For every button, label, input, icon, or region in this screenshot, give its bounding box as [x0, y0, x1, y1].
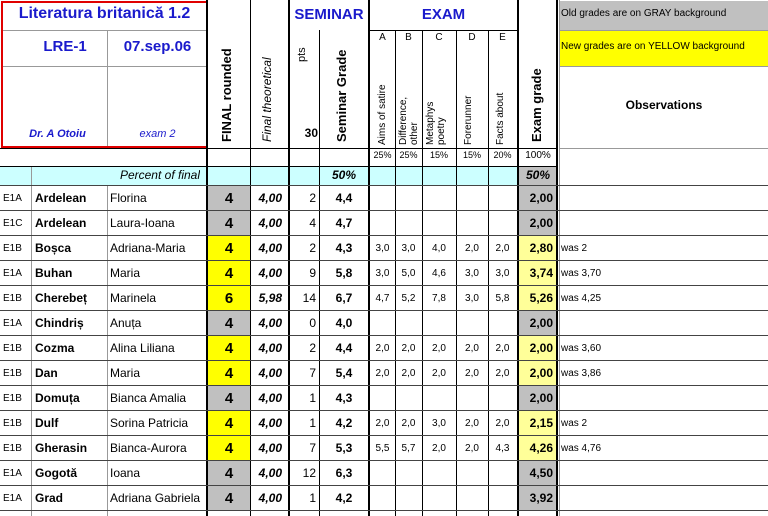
- group-cell[interactable]: E1A: [3, 318, 22, 329]
- final-theoretical-cell[interactable]: 4,00: [258, 191, 282, 205]
- exam-grade-cell[interactable]: 2,00: [518, 386, 556, 411]
- exam-col-weight[interactable]: 25%: [373, 150, 392, 160]
- exam-label[interactable]: exam 2: [139, 128, 176, 140]
- exam-score-cell[interactable]: [395, 311, 422, 336]
- firstname-cell[interactable]: Adriana Gabriela: [110, 491, 201, 505]
- exam-col-weight[interactable]: 20%: [493, 150, 512, 160]
- final-rounded-cell[interactable]: 4: [208, 261, 250, 286]
- exam-score-cell[interactable]: 4,6: [432, 268, 446, 279]
- surname-cell[interactable]: Gherasin: [35, 441, 88, 455]
- group-cell[interactable]: E1B: [3, 368, 22, 379]
- exam-score-cell[interactable]: 3,0: [375, 268, 390, 279]
- exam-score-cell[interactable]: 3,0: [401, 243, 416, 254]
- exam-score-cell[interactable]: [488, 386, 517, 411]
- exam-col-letter[interactable]: E: [499, 32, 506, 43]
- observation-cell[interactable]: was 3,60: [561, 343, 602, 354]
- exam-grade-cell[interactable]: 2,00: [518, 336, 556, 361]
- exam-col-letter[interactable]: B: [405, 32, 412, 43]
- exam-score-cell[interactable]: 2,0: [432, 343, 446, 354]
- exam-grade-cell[interactable]: 2,00: [518, 211, 556, 236]
- exam-col-weight[interactable]: 15%: [462, 150, 481, 160]
- group-cell[interactable]: E1B: [3, 293, 22, 304]
- final-rounded-cell[interactable]: 4: [208, 211, 250, 236]
- exam-score-cell[interactable]: 5,2: [401, 293, 416, 304]
- firstname-cell[interactable]: Alina Liliana: [110, 341, 175, 355]
- exam-score-cell[interactable]: [456, 186, 488, 211]
- firstname-cell[interactable]: Maria: [110, 366, 141, 380]
- exam-col-letter[interactable]: D: [468, 32, 476, 43]
- exam-score-cell[interactable]: 7,8: [432, 293, 446, 304]
- firstname-cell[interactable]: Laura-Ioana: [110, 216, 175, 230]
- seminar-grade-cell[interactable]: 4,2: [335, 491, 353, 505]
- pts-cell[interactable]: 2: [309, 241, 316, 255]
- note-gray[interactable]: Old grades are on GRAY background: [561, 8, 727, 19]
- surname-cell[interactable]: Chindriș: [35, 316, 84, 330]
- exam-score-cell[interactable]: 3,0: [465, 268, 479, 279]
- group-cell[interactable]: E1B: [3, 343, 22, 354]
- pts-cell[interactable]: 7: [309, 366, 316, 380]
- exam-score-cell[interactable]: 2,0: [375, 343, 390, 354]
- firstname-cell[interactable]: Adriana-Maria: [110, 241, 186, 255]
- seminar-grade-cell[interactable]: 5,8: [335, 266, 353, 280]
- exam-score-cell[interactable]: 5,5: [375, 443, 390, 454]
- observation-cell[interactable]: was 3,86: [561, 368, 602, 379]
- observation-cell[interactable]: was 2: [561, 243, 588, 254]
- exam-score-cell[interactable]: 2,0: [401, 343, 416, 354]
- exam-score-cell[interactable]: 2,0: [375, 368, 390, 379]
- final-rounded-cell[interactable]: 4: [208, 186, 250, 211]
- seminar-grade-cell[interactable]: 4,2: [335, 416, 353, 430]
- note-yellow[interactable]: New grades are on YELLOW background: [561, 41, 745, 52]
- exam-score-cell[interactable]: 4,7: [375, 293, 390, 304]
- exam-score-cell[interactable]: 2,0: [495, 368, 510, 379]
- title-block: [1, 1, 208, 148]
- exam-score-cell[interactable]: [488, 461, 517, 486]
- exam-score-cell[interactable]: [422, 461, 456, 486]
- exam-score-cell[interactable]: 2,0: [465, 368, 479, 379]
- exam-score-cell[interactable]: [422, 386, 456, 411]
- exam-score-cell[interactable]: [395, 386, 422, 411]
- pts-cell[interactable]: 7: [309, 441, 316, 455]
- exam-col-label[interactable]: Metaphys poetry: [425, 101, 447, 145]
- seminar-percent[interactable]: 50%: [331, 168, 357, 182]
- final-rounded-cell[interactable]: 6: [208, 286, 250, 311]
- exam-grade-cell[interactable]: 4,50: [518, 461, 556, 486]
- exam-score-cell[interactable]: 2,0: [495, 343, 510, 354]
- final-rounded-cell[interactable]: 4: [208, 361, 250, 386]
- observations-header[interactable]: Observations: [625, 98, 703, 112]
- exam-col-weight[interactable]: 15%: [429, 150, 448, 160]
- exam-score-cell[interactable]: [395, 211, 422, 236]
- pts-cell[interactable]: 9: [309, 266, 316, 280]
- exam-score-cell[interactable]: 2,0: [495, 418, 510, 429]
- exam-score-cell[interactable]: 2,0: [465, 343, 479, 354]
- course-code[interactable]: LRE-1: [43, 38, 87, 55]
- pts-cell[interactable]: 1: [309, 491, 316, 505]
- seminar-grade-cell[interactable]: 5,4: [335, 366, 353, 380]
- surname-cell[interactable]: Dan: [35, 366, 58, 380]
- final-theoretical-cell[interactable]: 4,00: [258, 216, 282, 230]
- exam-col-label[interactable]: Aims of satire: [377, 84, 388, 145]
- group-cell[interactable]: E1C: [3, 218, 23, 229]
- observation-cell[interactable]: was 3,70: [561, 268, 602, 279]
- final-theoretical-cell[interactable]: 4,00: [258, 416, 282, 430]
- pts-cell[interactable]: 1: [309, 391, 316, 405]
- exam-score-cell[interactable]: 5,0: [401, 268, 416, 279]
- observation-cell[interactable]: [561, 486, 766, 511]
- surname-cell[interactable]: Dulf: [35, 416, 59, 430]
- final-rounded-cell[interactable]: 4: [208, 486, 250, 511]
- seminar-header[interactable]: SEMINAR: [294, 6, 364, 23]
- final-rounded-cell[interactable]: 4: [208, 436, 250, 461]
- exam-col-weight[interactable]: 25%: [399, 150, 418, 160]
- final-theoretical-cell[interactable]: 4,00: [258, 316, 282, 330]
- exam-grade-cell[interactable]: 2,00: [518, 361, 556, 386]
- pts-cell[interactable]: 1: [309, 416, 316, 430]
- observation-cell[interactable]: [561, 461, 766, 486]
- exam-score-cell[interactable]: [370, 211, 395, 236]
- firstname-cell[interactable]: Bianca Amalia: [110, 391, 187, 405]
- exam-date[interactable]: 07.sep.06: [123, 38, 192, 55]
- group-cell[interactable]: E1A: [3, 193, 22, 204]
- exam-score-cell[interactable]: [456, 486, 488, 511]
- exam-grade-cell[interactable]: 4,26: [518, 436, 556, 461]
- observation-cell[interactable]: [561, 186, 766, 211]
- surname-cell[interactable]: Ardelean: [35, 191, 87, 205]
- final-theoretical-cell[interactable]: 4,00: [258, 341, 282, 355]
- surname-cell[interactable]: Gogotă: [35, 466, 77, 480]
- exam-score-cell[interactable]: [422, 211, 456, 236]
- exam-score-cell[interactable]: [488, 186, 517, 211]
- exam-score-cell[interactable]: [370, 486, 395, 511]
- seminar-grade-cell[interactable]: 4,4: [335, 341, 353, 355]
- surname-cell[interactable]: Cherebeț: [35, 291, 88, 305]
- exam-score-cell[interactable]: 4,0: [432, 243, 446, 254]
- exam-score-cell[interactable]: [456, 211, 488, 236]
- firstname-cell[interactable]: Anuța: [110, 316, 142, 330]
- exam-score-cell[interactable]: [370, 386, 395, 411]
- final-theoretical-header[interactable]: Final theoretical: [260, 57, 274, 142]
- surname-cell[interactable]: Boșca: [35, 241, 72, 255]
- observation-cell[interactable]: was 2: [561, 418, 588, 429]
- pts-cell[interactable]: 14: [302, 291, 316, 305]
- exam-score-cell[interactable]: 2,0: [432, 368, 446, 379]
- surname-cell[interactable]: Ardelean: [35, 216, 87, 230]
- group-cell[interactable]: E1A: [3, 268, 22, 279]
- exam-score-cell[interactable]: 2,0: [465, 443, 479, 454]
- exam-score-cell[interactable]: [395, 186, 422, 211]
- exam-score-cell[interactable]: 3,0: [495, 268, 510, 279]
- seminar-grade-cell[interactable]: 4,3: [335, 241, 353, 255]
- exam-col-label[interactable]: Forerunner: [463, 95, 474, 145]
- exam-score-cell[interactable]: [456, 311, 488, 336]
- final-theoretical-cell[interactable]: 5,98: [258, 291, 282, 305]
- exam-col-letter[interactable]: A: [379, 32, 386, 43]
- seminar-grade-cell[interactable]: 4,7: [335, 216, 353, 230]
- seminar-grade-cell[interactable]: 5,3: [335, 441, 353, 455]
- exam-grade-cell[interactable]: 3,92: [518, 486, 556, 511]
- exam-score-cell[interactable]: 2,0: [495, 243, 510, 254]
- surname-cell[interactable]: Buhan: [35, 266, 73, 280]
- group-cell[interactable]: E1B: [3, 443, 22, 454]
- final-rounded-cell[interactable]: 4: [208, 386, 250, 411]
- exam-score-cell[interactable]: [488, 486, 517, 511]
- pts-max[interactable]: 30: [304, 126, 318, 140]
- final-theoretical-cell[interactable]: 4,00: [258, 241, 282, 255]
- exam-score-cell[interactable]: [488, 211, 517, 236]
- seminar-grade-cell[interactable]: 6,3: [335, 466, 353, 480]
- surname-cell[interactable]: Domuța: [35, 391, 80, 405]
- pts-cell[interactable]: 12: [302, 466, 316, 480]
- exam-score-cell[interactable]: 5,8: [495, 293, 510, 304]
- seminar-grade-cell[interactable]: 6,7: [335, 291, 353, 305]
- exam-weight-total[interactable]: 100%: [525, 150, 551, 161]
- exam-score-cell[interactable]: 3,0: [375, 243, 390, 254]
- surname-cell[interactable]: Cozma: [35, 341, 75, 355]
- firstname-cell[interactable]: Maria: [110, 266, 141, 280]
- seminar-grade-cell[interactable]: 4,4: [335, 191, 353, 205]
- sheet-title[interactable]: Literatura britanică 1.2: [18, 5, 191, 22]
- final-rounded-cell[interactable]: 4: [208, 311, 250, 336]
- exam-score-cell[interactable]: [395, 486, 422, 511]
- observation-cell[interactable]: [561, 211, 766, 236]
- exam-score-cell[interactable]: 3,0: [465, 293, 479, 304]
- exam-score-cell[interactable]: 2,0: [432, 443, 446, 454]
- group-cell[interactable]: E1A: [3, 468, 22, 479]
- firstname-cell[interactable]: Bianca-Aurora: [110, 441, 187, 455]
- exam-score-cell[interactable]: [370, 461, 395, 486]
- final-rounded-cell[interactable]: 4: [208, 236, 250, 261]
- final-rounded-cell[interactable]: 4: [208, 461, 250, 486]
- exam-score-cell[interactable]: 2,0: [465, 418, 479, 429]
- pts-cell[interactable]: 2: [309, 341, 316, 355]
- exam-score-cell[interactable]: 5,7: [401, 443, 416, 454]
- exam-grade-cell[interactable]: 5,26: [518, 286, 556, 311]
- final-theoretical-cell[interactable]: 4,00: [258, 491, 282, 505]
- exam-score-cell[interactable]: [370, 311, 395, 336]
- exam-score-cell[interactable]: [370, 186, 395, 211]
- final-theoretical-cell[interactable]: 4,00: [258, 441, 282, 455]
- exam-grade-cell[interactable]: 2,00: [518, 311, 556, 336]
- exam-score-cell[interactable]: [422, 311, 456, 336]
- observation-cell[interactable]: [561, 386, 766, 411]
- exam-col-label[interactable]: Facts about: [495, 92, 506, 145]
- exam-col-letter[interactable]: C: [435, 32, 443, 43]
- firstname-cell[interactable]: Florina: [110, 191, 147, 205]
- exam-score-cell[interactable]: [456, 461, 488, 486]
- pts-cell[interactable]: 4: [309, 216, 316, 230]
- exam-score-cell[interactable]: [422, 186, 456, 211]
- exam-score-cell[interactable]: [456, 386, 488, 411]
- final-rounded-cell[interactable]: 4: [208, 411, 250, 436]
- exam-score-cell[interactable]: 3,0: [432, 418, 446, 429]
- exam-col-label[interactable]: Difference, other: [398, 96, 420, 145]
- exam-percent[interactable]: 50%: [525, 168, 551, 182]
- final-theoretical-cell[interactable]: 4,00: [258, 366, 282, 380]
- seminar-grade-header[interactable]: Seminar Grade: [334, 49, 349, 142]
- final-rounded-cell[interactable]: 4: [208, 336, 250, 361]
- firstname-cell[interactable]: Marinela: [110, 291, 157, 305]
- exam-score-cell[interactable]: 2,0: [465, 243, 479, 254]
- exam-grade-header[interactable]: Exam grade: [529, 68, 544, 142]
- pts-cell[interactable]: 2: [309, 191, 316, 205]
- exam-score-cell[interactable]: 2,0: [401, 368, 416, 379]
- final-theoretical-cell[interactable]: 4,00: [258, 466, 282, 480]
- firstname-cell[interactable]: Ioana: [110, 466, 141, 480]
- observation-cell[interactable]: was 4,25: [561, 293, 602, 304]
- exam-score-cell[interactable]: 2,0: [375, 418, 390, 429]
- exam-grade-cell[interactable]: 2,80: [518, 236, 556, 261]
- group-cell[interactable]: E1B: [3, 243, 22, 254]
- percent-of-final-label[interactable]: Percent of final: [119, 168, 200, 182]
- exam-header[interactable]: EXAM: [421, 6, 466, 23]
- exam-score-cell[interactable]: [395, 461, 422, 486]
- seminar-grade-cell[interactable]: 4,3: [335, 391, 353, 405]
- exam-score-cell[interactable]: [488, 311, 517, 336]
- group-cell[interactable]: E1A: [3, 493, 22, 504]
- pts-header[interactable]: pts: [296, 47, 308, 62]
- firstname-cell[interactable]: Sorina Patricia: [110, 416, 189, 430]
- final-theoretical-cell[interactable]: 4,00: [258, 391, 282, 405]
- group-cell[interactable]: E1B: [3, 418, 22, 429]
- final-theoretical-cell[interactable]: 4,00: [258, 266, 282, 280]
- group-cell[interactable]: E1B: [3, 393, 22, 404]
- exam-grade-cell[interactable]: 2,15: [518, 411, 556, 436]
- pts-cell[interactable]: 0: [309, 316, 316, 330]
- final-rounded-header[interactable]: FINAL rounded: [219, 48, 234, 142]
- teacher-name[interactable]: Dr. A Otoiu: [29, 128, 86, 140]
- surname-cell[interactable]: Grad: [35, 491, 64, 505]
- observation-cell[interactable]: [561, 311, 766, 336]
- exam-score-cell[interactable]: [422, 486, 456, 511]
- exam-grade-cell[interactable]: 3,74: [518, 261, 556, 286]
- exam-score-cell[interactable]: 4,3: [495, 443, 510, 454]
- exam-score-cell[interactable]: 2,0: [401, 418, 416, 429]
- seminar-grade-cell[interactable]: 4,0: [335, 316, 353, 330]
- exam-grade-cell[interactable]: 2,00: [518, 186, 556, 211]
- observation-cell[interactable]: was 4,76: [561, 443, 602, 454]
